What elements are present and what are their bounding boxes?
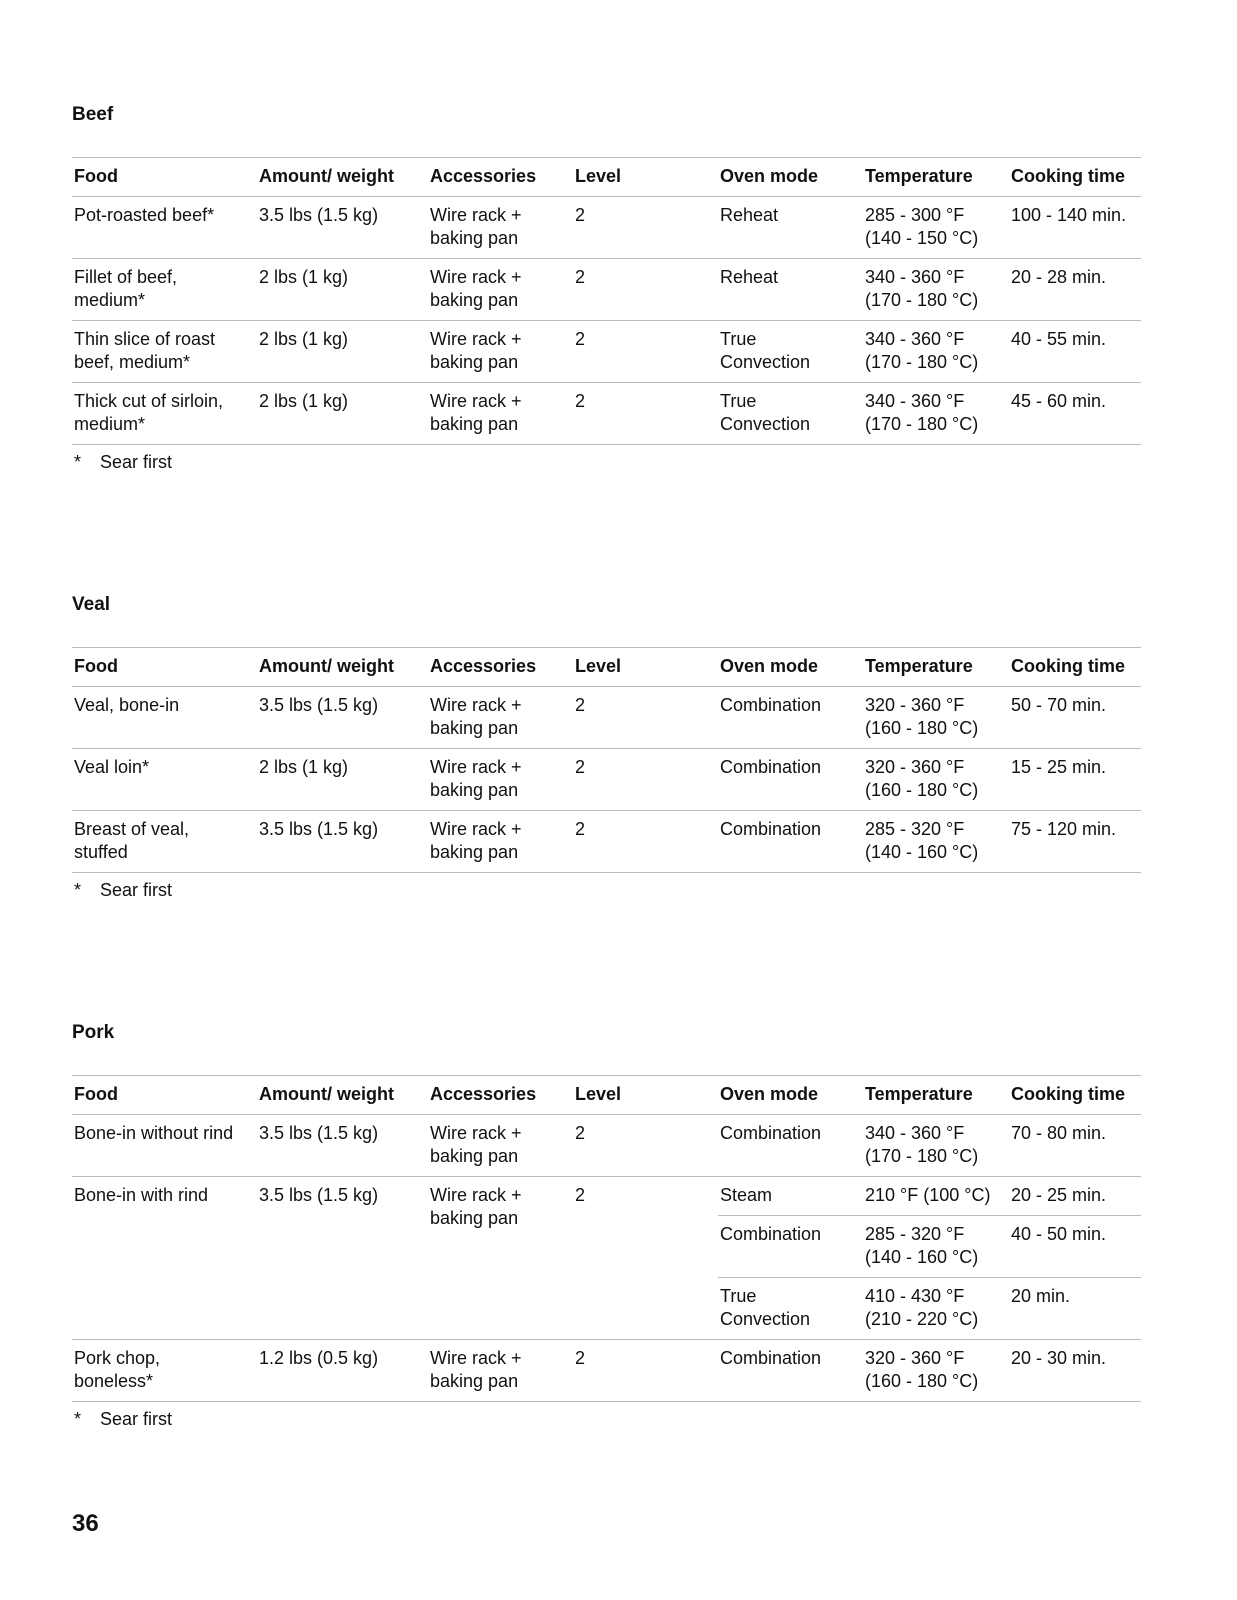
cell-food: Veal loin* — [72, 749, 257, 811]
table-row — [72, 259, 1141, 321]
table-row — [72, 749, 1141, 811]
section-title-veal: Veal — [72, 594, 111, 615]
cell-accessories: Wire rack + baking pan — [428, 1115, 573, 1177]
cell-cooking-time: 20 - 30 min. — [1009, 1340, 1141, 1402]
cell-oven-mode: True Convection — [718, 383, 863, 445]
cell-temperature: 340 - 360 °F (170 - 180 °C) — [863, 321, 1009, 383]
cell-level: 2 — [573, 687, 718, 749]
footnote-star: * — [74, 451, 82, 472]
header-level: Level — [573, 157, 718, 197]
header-oven-mode: Oven mode — [718, 1075, 863, 1115]
veal-section — [72, 593, 1141, 902]
cell-amount: 3.5 lbs (1.5 kg) — [257, 811, 428, 873]
cell-cooking-time: 45 - 60 min. — [1009, 383, 1141, 445]
cell-food: Fillet of beef, medium* — [72, 259, 257, 321]
footnote-star: * — [74, 1408, 82, 1429]
cell-amount: 3.5 lbs (1.5 kg) — [257, 1177, 428, 1340]
cell-level: 2 — [573, 811, 718, 873]
header-cooking-time: Cooking time — [1009, 1075, 1141, 1115]
cell-cooking-time: 20 - 25 min. — [1009, 1177, 1141, 1216]
cell-accessories: Wire rack + baking pan — [428, 197, 573, 259]
cell-level: 2 — [573, 749, 718, 811]
header-temperature: Temperature — [863, 647, 1009, 687]
table-header-row — [72, 1075, 1141, 1115]
veal-table — [72, 647, 1141, 873]
cell-temperature: 210 °F (100 °C) — [863, 1177, 1009, 1216]
cell-level: 2 — [573, 259, 718, 321]
cell-cooking-time: 100 - 140 min. — [1009, 197, 1141, 259]
table-row — [72, 321, 1141, 383]
cell-oven-mode: True Convection — [718, 1278, 863, 1340]
cell-temperature: 320 - 360 °F (160 - 180 °C) — [863, 687, 1009, 749]
beef-table — [72, 157, 1141, 445]
cell-oven-mode: Combination — [718, 1216, 863, 1278]
header-temperature: Temperature — [863, 157, 1009, 197]
cell-amount: 3.5 lbs (1.5 kg) — [257, 197, 428, 259]
header-amount: Amount/ weight — [257, 1075, 428, 1115]
cell-level: 2 — [573, 197, 718, 259]
cell-amount: 3.5 lbs (1.5 kg) — [257, 1115, 428, 1177]
footnote-star: * — [74, 879, 82, 900]
cell-food: Bone-in with rind — [72, 1177, 257, 1340]
cell-temperature: 340 - 360 °F (170 - 180 °C) — [863, 259, 1009, 321]
cell-level: 2 — [573, 321, 718, 383]
cell-cooking-time: 15 - 25 min. — [1009, 749, 1141, 811]
header-cooking-time: Cooking time — [1009, 157, 1141, 197]
cell-accessories: Wire rack + baking pan — [428, 321, 573, 383]
header-temperature: Temperature — [863, 1075, 1009, 1115]
table-header-row — [72, 647, 1141, 687]
cell-oven-mode: True Convection — [718, 321, 863, 383]
cell-oven-mode: Combination — [718, 1340, 863, 1402]
header-level: Level — [573, 1075, 718, 1115]
cell-accessories: Wire rack + baking pan — [428, 1177, 573, 1340]
footnote — [72, 879, 1141, 902]
section-title-pork: Pork — [72, 1022, 115, 1043]
cell-temperature: 285 - 300 °F (140 - 150 °C) — [863, 197, 1009, 259]
cell-cooking-time: 50 - 70 min. — [1009, 687, 1141, 749]
cell-accessories: Wire rack + baking pan — [428, 1340, 573, 1402]
cell-level: 2 — [573, 1177, 718, 1340]
header-amount: Amount/ weight — [257, 157, 428, 197]
header-oven-mode: Oven mode — [718, 647, 863, 687]
header-level: Level — [573, 647, 718, 687]
cell-amount: 2 lbs (1 kg) — [257, 383, 428, 445]
table-row — [72, 1340, 1141, 1402]
cell-temperature: 340 - 360 °F (170 - 180 °C) — [863, 383, 1009, 445]
cell-amount: 2 lbs (1 kg) — [257, 749, 428, 811]
pork-section — [72, 1021, 1141, 1431]
cell-accessories: Wire rack + baking pan — [428, 811, 573, 873]
cell-temperature: 410 - 430 °F (210 - 220 °C) — [863, 1278, 1009, 1340]
header-food: Food — [72, 1075, 257, 1115]
cell-temperature: 340 - 360 °F (170 - 180 °C) — [863, 1115, 1009, 1177]
header-cooking-time: Cooking time — [1009, 647, 1141, 687]
table-row — [72, 1177, 1141, 1216]
section-title-beef: Beef — [72, 104, 114, 125]
header-amount: Amount/ weight — [257, 647, 428, 687]
cell-oven-mode: Reheat — [718, 259, 863, 321]
cell-food: Veal, bone-in — [72, 687, 257, 749]
header-food: Food — [72, 157, 257, 197]
table-header-row — [72, 157, 1141, 197]
cell-cooking-time: 20 - 28 min. — [1009, 259, 1141, 321]
header-food: Food — [72, 647, 257, 687]
cell-food: Breast of veal, stuffed — [72, 811, 257, 873]
cell-accessories: Wire rack + baking pan — [428, 259, 573, 321]
footnote-text: Sear first — [100, 451, 173, 472]
cell-food: Thin slice of roast beef, medium* — [72, 321, 257, 383]
cell-food: Thick cut of sirloin, medium* — [72, 383, 257, 445]
cell-level: 2 — [573, 1340, 718, 1402]
cell-accessories: Wire rack + baking pan — [428, 749, 573, 811]
header-accessories: Accessories — [428, 1075, 573, 1115]
header-accessories: Accessories — [428, 647, 573, 687]
cell-oven-mode: Combination — [718, 811, 863, 873]
footnote-text: Sear first — [100, 879, 173, 900]
cell-accessories: Wire rack + baking pan — [428, 383, 573, 445]
cell-level: 2 — [573, 383, 718, 445]
cell-cooking-time: 40 - 55 min. — [1009, 321, 1141, 383]
footnote-text: Sear first — [100, 1408, 173, 1429]
cell-amount: 2 lbs (1 kg) — [257, 321, 428, 383]
page-number: 36 — [72, 1510, 99, 1537]
cell-temperature: 285 - 320 °F (140 - 160 °C) — [863, 1216, 1009, 1278]
cell-food: Bone-in without rind — [72, 1115, 257, 1177]
pork-table — [72, 1075, 1141, 1402]
cell-oven-mode: Combination — [718, 749, 863, 811]
footnote — [72, 1408, 1141, 1431]
cell-level: 2 — [573, 1115, 718, 1177]
beef-section — [72, 103, 1141, 474]
cell-oven-mode: Reheat — [718, 197, 863, 259]
cell-amount: 1.2 lbs (0.5 kg) — [257, 1340, 428, 1402]
cell-temperature: 320 - 360 °F (160 - 180 °C) — [863, 1340, 1009, 1402]
cell-accessories: Wire rack + baking pan — [428, 687, 573, 749]
cell-oven-mode: Combination — [718, 687, 863, 749]
cell-amount: 3.5 lbs (1.5 kg) — [257, 687, 428, 749]
cell-cooking-time: 70 - 80 min. — [1009, 1115, 1141, 1177]
header-accessories: Accessories — [428, 157, 573, 197]
cell-temperature: 320 - 360 °F (160 - 180 °C) — [863, 749, 1009, 811]
table-row — [72, 197, 1141, 259]
table-row — [72, 383, 1141, 445]
cell-cooking-time: 40 - 50 min. — [1009, 1216, 1141, 1278]
cell-temperature: 285 - 320 °F (140 - 160 °C) — [863, 811, 1009, 873]
cell-oven-mode: Steam — [718, 1177, 863, 1216]
table-row — [72, 687, 1141, 749]
cell-food: Pork chop, boneless* — [72, 1340, 257, 1402]
table-row — [72, 1115, 1141, 1177]
footnote — [72, 451, 1141, 474]
cell-amount: 2 lbs (1 kg) — [257, 259, 428, 321]
table-row — [72, 811, 1141, 873]
cell-cooking-time: 75 - 120 min. — [1009, 811, 1141, 873]
cell-cooking-time: 20 min. — [1009, 1278, 1141, 1340]
cell-oven-mode: Combination — [718, 1115, 863, 1177]
header-oven-mode: Oven mode — [718, 157, 863, 197]
cell-food: Pot-roasted beef* — [72, 197, 257, 259]
